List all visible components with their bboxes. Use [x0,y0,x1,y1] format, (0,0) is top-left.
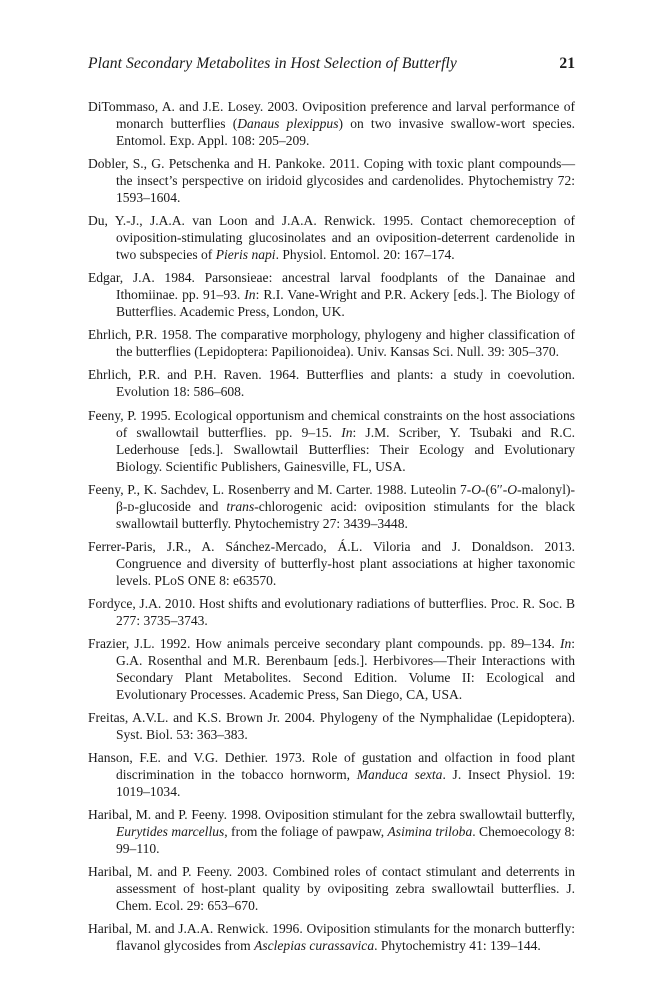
reference-text: Haribal, M. and P. Feeny. 1998. Oviposition stimulant for the zebra swallowtail butterfly, [88,807,575,823]
reference-text: -malonyl)-β-ᴅ-glucoside and [116,481,575,514]
reference-text: . Phytochemistry 41: 139–144. [374,938,541,954]
reference-italic-text: Asimina triloba [387,824,473,840]
reference-italic-text: In [559,635,572,651]
reference-text: ) on two invasive swallow-wort species. Entomol. Exp. Appl. 108: 205–209. [116,116,575,148]
reference-entry-freitas [88,709,575,743]
page-number: 21 [559,55,575,72]
reference-text: Haribal, M. and J.A.A. Renwick. 1996. Oviposition stimulants for the monarch butterfly: flavanol glycosides from [88,921,575,954]
reference-entry-haribal2003 [88,863,575,914]
reference-text: Hanson, F.E. and V.G. Dethier. 1973. Role of gustation and olfaction in food plant discrimination in the tobacco hornworm, [88,750,575,783]
reference-text: Du, Y.-J., J.A.A. van Loon and J.A.A. Renwick. 1995. Contact chemoreception of oviposition-stimulating glucosinolates and an oviposition-deterrent cardenolide in two subspecies of [88,213,575,263]
reference-text: -chlorogenic acid: oviposition stimulants for the black swallowtail butterfly. Phytochemistry 27: 3439–3448. [116,498,575,531]
reference-entry-ehrlich1964 [88,366,575,400]
reference-entry-frazier [88,635,575,703]
reference-italic-text: trans [226,498,255,514]
reference-text: , from the foliage of pawpaw, [224,824,388,840]
reference-entry-edgar [88,269,575,320]
reference-italic-text: Manduca sexta [356,767,443,783]
reference-text: Ehrlich, P.R. and P.H. Raven. 1964. Butterflies and plants: a study in coevolution. Evolution 18: 586–608. [88,367,575,400]
reference-text: Freitas, A.V.L. and K.S. Brown Jr. 2004. Phylogeny of the Nymphalidae (Lepidoptera). Syst. Biol. 53: 363–383. [88,710,575,743]
reference-entry-feeny1995 [88,407,575,475]
reference-list [88,98,575,961]
reference-entry-ehrlich1958 [88,326,575,360]
reference-italic-text: Pieris napi [215,247,276,263]
reference-text: . Physiol. Entomol. 20: 167–174. [275,247,455,263]
reference-text: Ferrer-Paris, J.R., A. Sánchez-Mercado, Á.L. Viloria and J. Donaldson. 2013. Congruence and diversity of butterfly-host plant associations at higher taxonomic levels. PLoS ONE 8: e63570. [88,538,575,588]
reference-entry-feeny1988 [88,481,575,532]
reference-entry-haribal1998 [88,806,575,857]
page-header [88,55,575,77]
reference-text: : J.M. Scriber, Y. Tsubaki and R.C. Lederhouse [eds.]. Swallowtail Butterflies: Their Ecology and Evolutionary Biology. Scientific Publishers, Gainesville, FL, USA. [116,424,575,474]
reference-text: : R.I. Vane-Wright and P.R. Ackery [eds.]. The Biology of Butterflies. Academic Press, London, UK. [116,287,576,320]
reference-italic-text: O [507,481,518,497]
reference-entry-haribal1996 [88,920,575,954]
reference-text: Feeny, P., K. Sachdev, L. Rosenberry and M. Carter. 1988. Luteolin 7- [88,481,472,497]
reference-italic-text: Eurytides marcellus [116,824,225,840]
reference-text: Dobler, S., G. Petschenka and H. Pankoke. 2011. Coping with toxic plant compounds—the insect’s perspective on iridoid glycosides and cardenolides. Phytochemistry 72: 1593–1604. [88,156,575,206]
reference-text: . J. Insect Physiol. 19: 1019–1034. [116,767,575,800]
reference-text: : G.A. Rosenthal and M.R. Berenbaum [eds.]. Herbivores—Their Interactions with Secondary Plant Metabolites. Second Edition. Volume II: Ecological and Evolutionary Processes. Academic Press, San Diego, CA, USA. [116,635,575,702]
reference-text: Ehrlich, P.R. 1958. The comparative morphology, phylogeny and higher classification of the butterflies (Lepidoptera: Papilionoidea). Univ. Kansas Sci. Null. 39: 305–370. [88,327,575,360]
reference-text: Feeny, P. 1995. Ecological opportunism and chemical constraints on the host associations of swallowtail butterflies. pp. 9–15. [88,407,575,440]
reference-entry-fordyce [88,595,575,629]
reference-entry-du [88,212,575,263]
reference-text: Edgar, J.A. 1984. Parsonsieae: ancestral larval foodplants of the Danainae and Ithomiinae. pp. 91–93. [88,270,575,303]
reference-italic-text: O [471,481,482,497]
reference-italic-text: Danaus plexippus [237,116,339,131]
reference-italic-text: In [341,424,353,440]
reference-italic-text: Asclepias curassavica [254,938,375,954]
reference-italic-text: In [244,287,256,303]
reference-text: DiTommaso, A. and J.E. Losey. 2003. Oviposition preference and larval performance of monarch butterflies ( [88,99,575,131]
reference-entry-hanson [88,749,575,800]
reference-entry-ferrer [88,538,575,589]
running-head: Plant Secondary Metabolites in Host Selection of Butterfly [88,55,457,72]
reference-entry-ditommaso [88,98,575,149]
reference-entry-dobler [88,155,575,206]
reference-text: -(6′′- [481,481,508,497]
reference-text: Fordyce, J.A. 2010. Host shifts and evolutionary radiations of butterflies. Proc. R. Soc. B 277: 3735–3743. [88,595,575,628]
reference-text: Haribal, M. and P. Feeny. 2003. Combined roles of contact stimulant and deterrents in assessment of host-plant quality by ovipositing zebra swallowtail butterflies. J. Chem. Ecol. 29: 653–670. [88,864,575,914]
reference-text: . Chemoecology 8: 99–110. [116,824,575,857]
reference-text: Frazier, J.L. 1992. How animals perceive secondary plant compounds. pp. 89–134. [88,635,560,651]
